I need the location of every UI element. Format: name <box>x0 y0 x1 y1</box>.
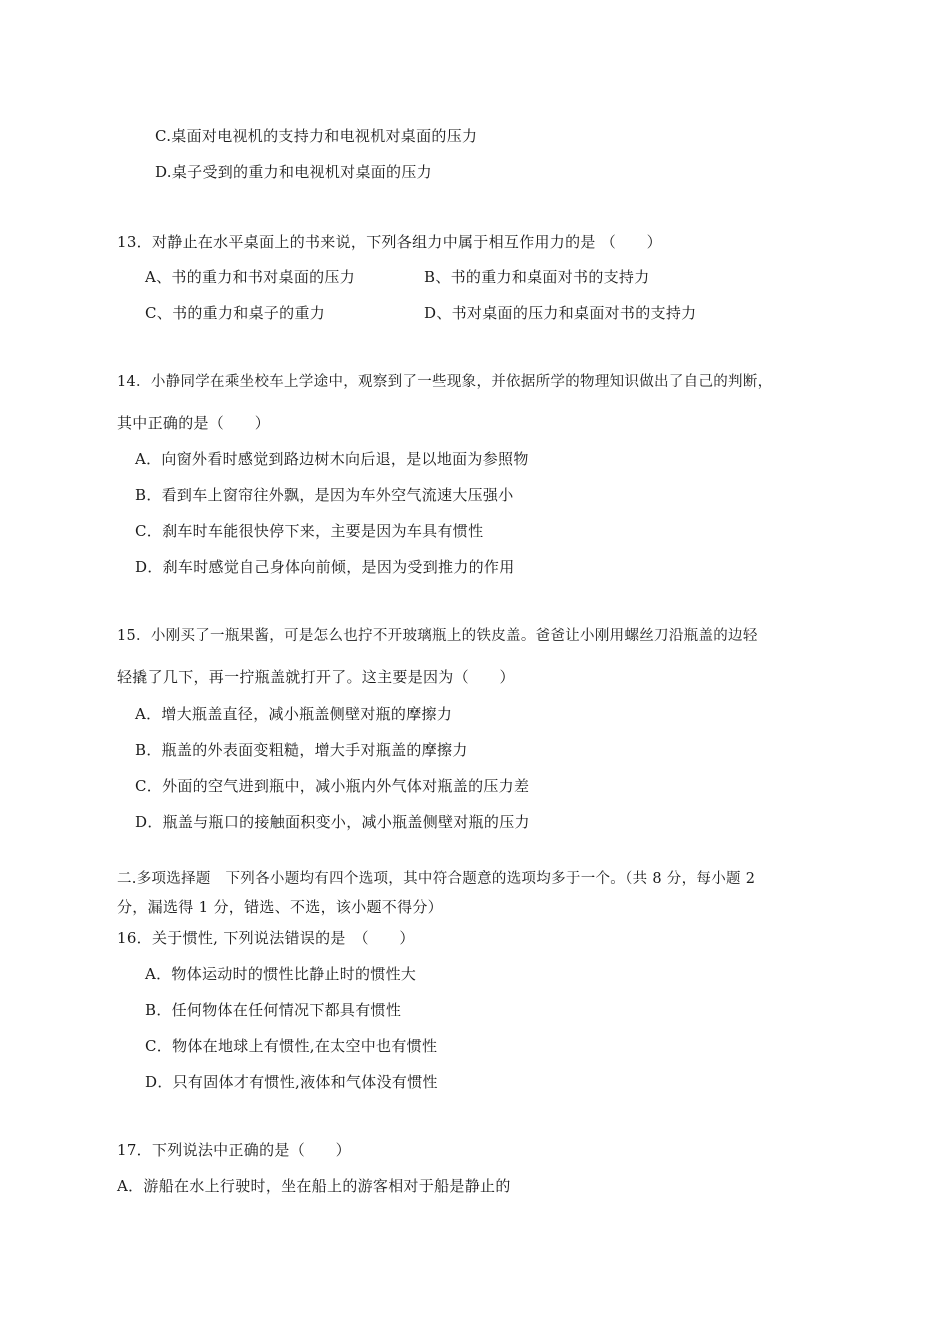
q16-option-c: C．物体在地球上有惯性,在太空中也有惯性 <box>145 1037 438 1055</box>
q16-option-b: B．任何物体在任何情况下都具有惯性 <box>145 1001 402 1019</box>
q14-option-d: D．刹车时感觉自己身体向前倾，是因为受到推力的作用 <box>135 558 515 576</box>
q15-option-b: B．瓶盖的外表面变粗糙，增大手对瓶盖的摩擦力 <box>135 741 468 759</box>
q13-option-a: A、书的重力和书对桌面的压力 <box>145 268 356 286</box>
q15-stem-line1: 15．小刚买了一瓶果酱，可是怎么也拧不开玻璃瓶上的铁皮盖。爸爸让小刚用螺丝刀沿瓶盖的边轻 <box>117 628 758 644</box>
section2-header-line1: 二.多项选择题 下列各小题均有四个选项，其中符合题意的选项均多于一个。（共 8 分，每小题 2 <box>117 871 756 887</box>
q14-option-b: B．看到车上窗帘往外飘，是因为车外空气流速大压强小 <box>135 486 514 504</box>
q13-option-d: D、书对桌面的压力和桌面对书的支持力 <box>424 304 697 322</box>
q15-option-a: A．增大瓶盖直径，减小瓶盖侧壁对瓶的摩擦力 <box>135 705 453 723</box>
q15-option-d: D．瓶盖与瓶口的接触面积变小，减小瓶盖侧壁对瓶的压力 <box>135 813 530 831</box>
q14-option-c: C．刹车时车能很快停下来，主要是因为车具有惯性 <box>135 522 484 540</box>
q12-option-c: C.桌面对电视机的支持力和电视机对桌面的压力 <box>155 127 478 145</box>
q15-stem-line2: 轻撬了几下，再一拧瓶盖就打开了。这主要是因为（ ） <box>117 668 515 686</box>
section2-header-line2: 分，漏选得 1 分，错选、不选，该小题不得分） <box>117 898 443 916</box>
q13-stem: 13．对静止在水平桌面上的书来说，下列各组力中属于相互作用力的是 （ ） <box>117 233 662 251</box>
q14-option-a: A．向窗外看时感觉到路边树木向后退，是以地面为参照物 <box>135 450 529 468</box>
q13-option-c: C、书的重力和桌子的重力 <box>145 304 326 322</box>
q16-option-d: D．只有固体才有惯性,液体和气体没有惯性 <box>145 1073 438 1091</box>
q16-stem: 16．关于惯性, 下列说法错误的是 （ ） <box>117 929 415 947</box>
q12-option-d: D.桌子受到的重力和电视机对桌面的压力 <box>155 163 432 181</box>
q14-stem-line1: 14．小静同学在乘坐校车上学途中，观察到了一些现象，并依据所学的物理知识做出了自己的判断， <box>117 374 773 390</box>
q15-option-c: C．外面的空气进到瓶中，减小瓶内外气体对瓶盖的压力差 <box>135 777 530 795</box>
q14-stem-line2: 其中正确的是（ ） <box>117 414 271 432</box>
q16-option-a: A．物体运动时的惯性比静止时的惯性大 <box>145 965 417 983</box>
q17-option-a: A．游船在水上行驶时，坐在船上的游客相对于船是静止的 <box>117 1177 511 1195</box>
q17-stem: 17．下列说法中正确的是（ ） <box>117 1141 351 1159</box>
q13-option-b: B、书的重力和桌面对书的支持力 <box>424 268 650 286</box>
